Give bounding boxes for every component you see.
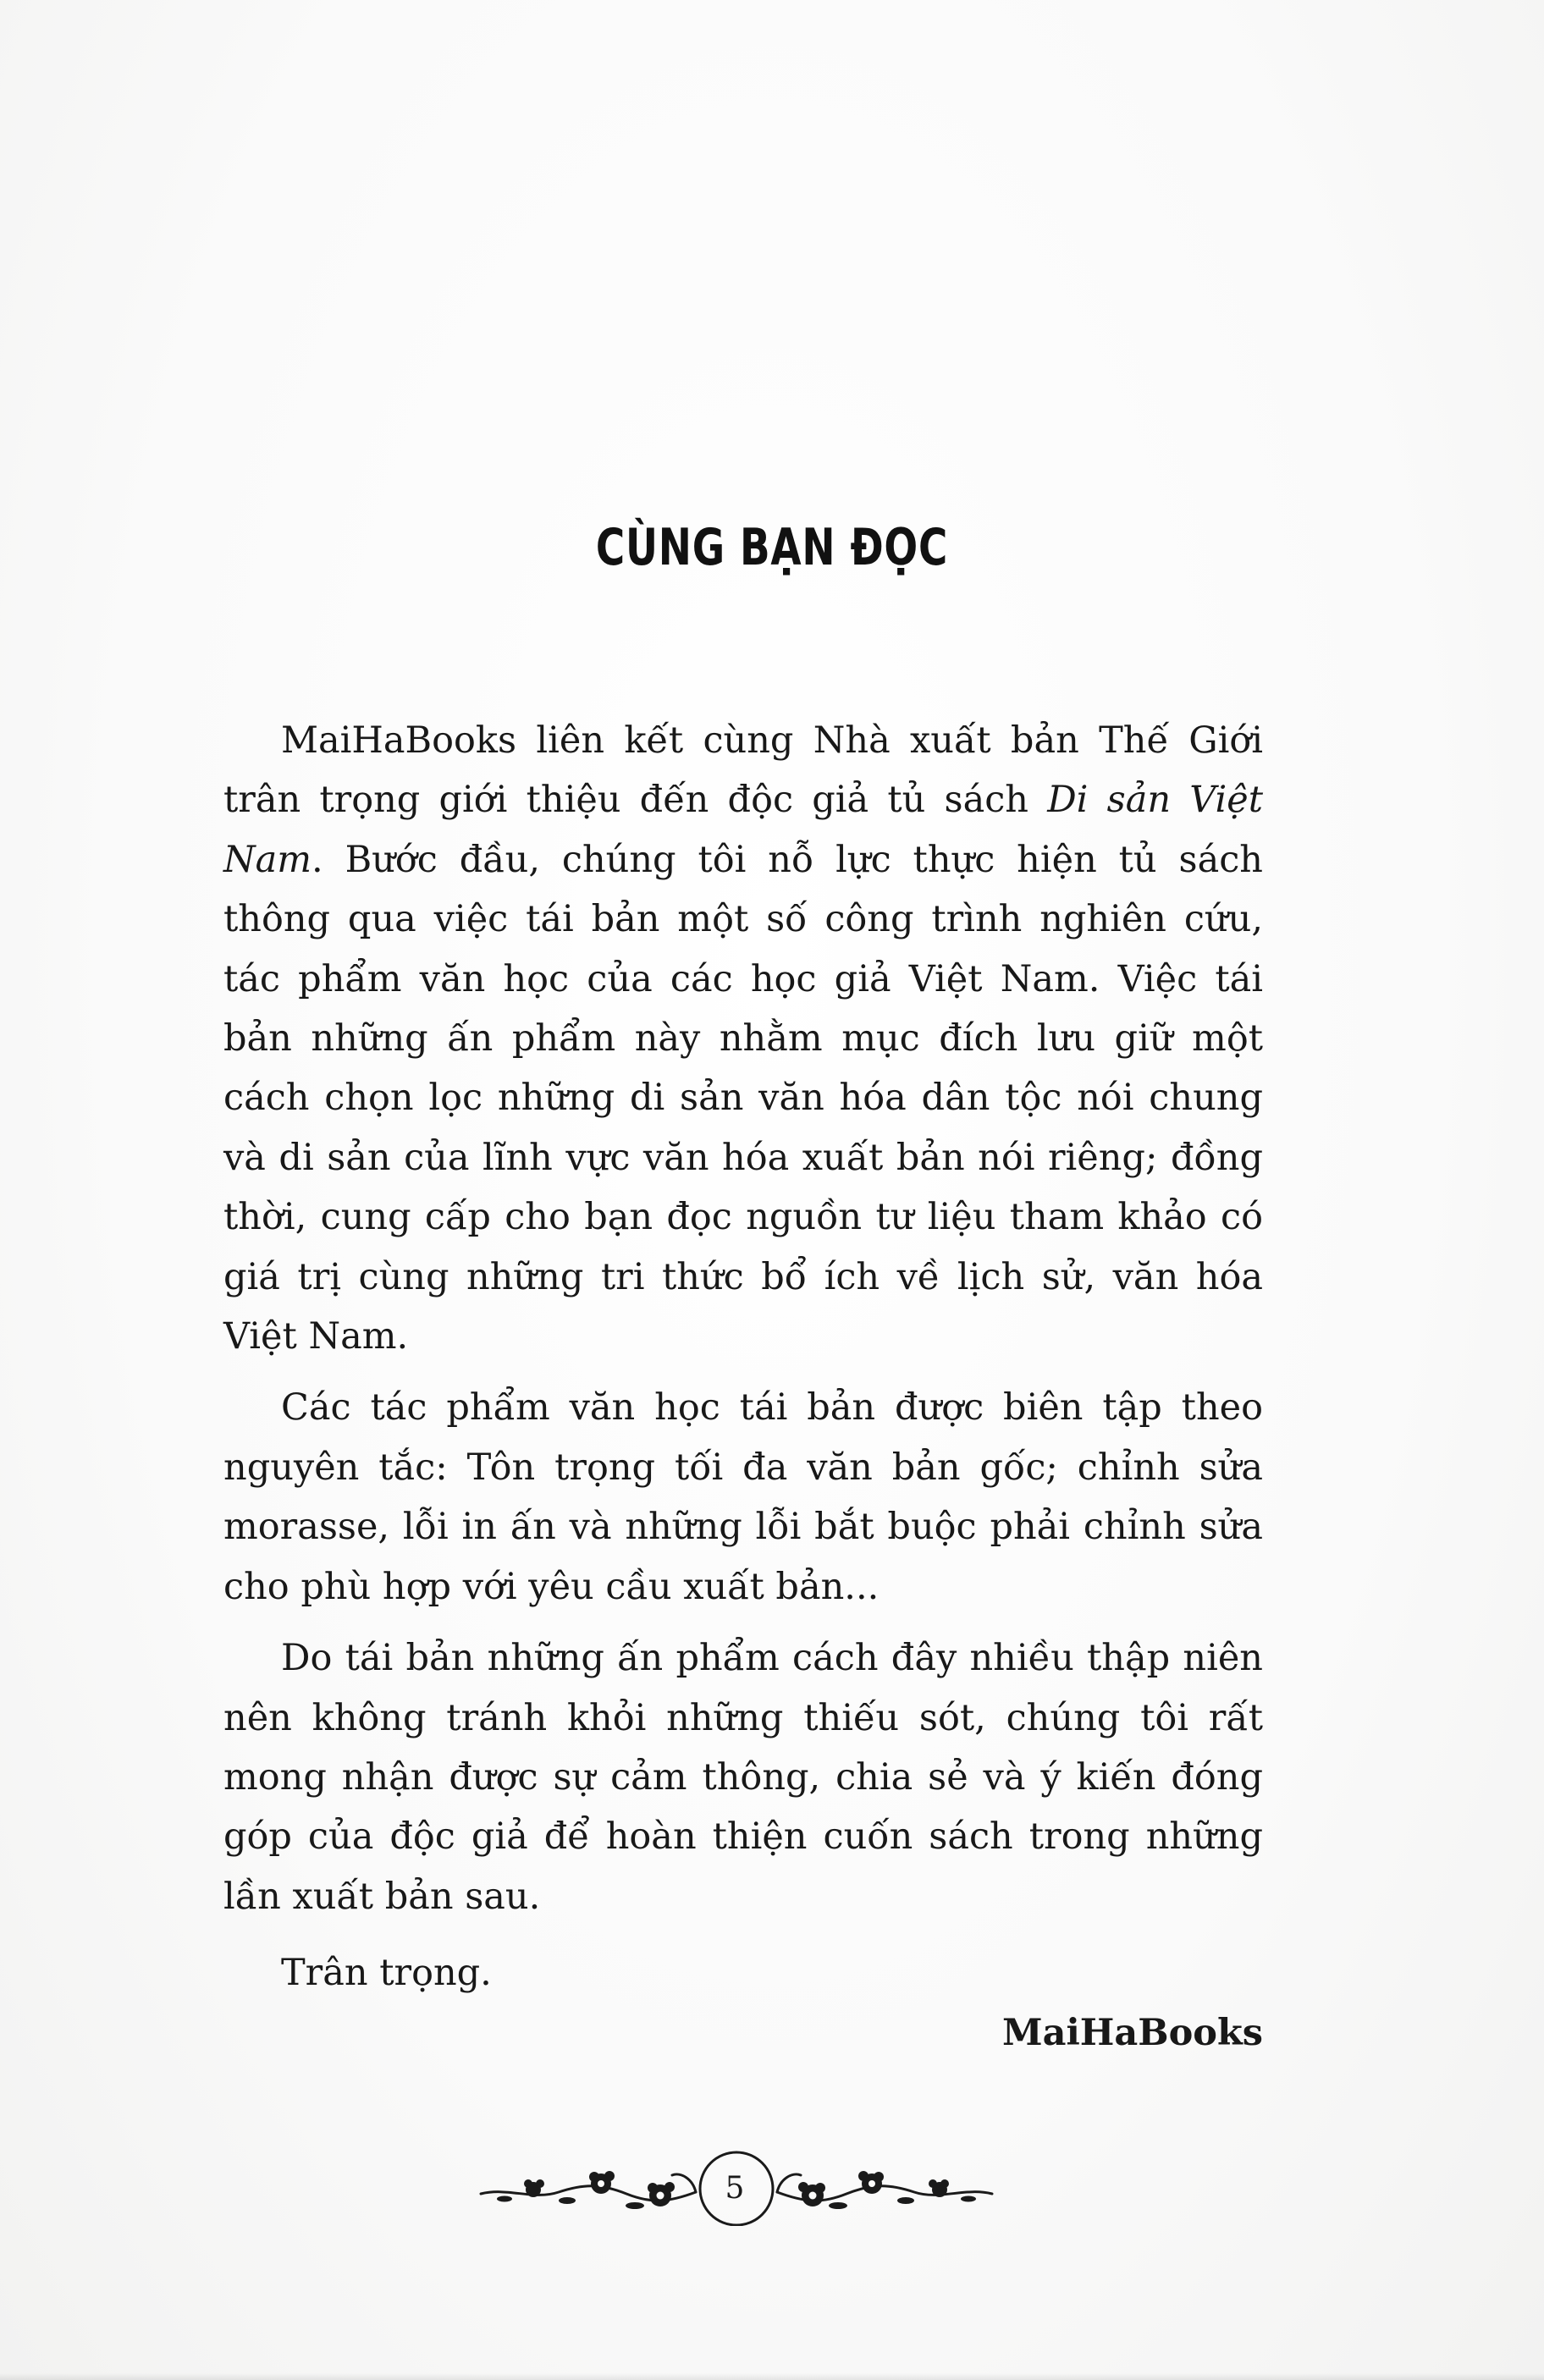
closing-line: Trân trọng. <box>281 1952 492 1995</box>
paragraph-apology: Do tái bản những ấn phẩm cách đây nhiều thập niên nên không tránh khỏi những thiếu sót, chúng tôi rất mong nhận được sự cảm thông, chia sẻ và ý kiến đóng góp của độc giả để hoàn thiện cuốn sách trong những lần xuất bản sau. <box>223 1637 1263 1918</box>
paragraph-intro-part-2: . Bước đầu, chúng tôi nỗ lực thực hiện tủ sách thông qua việc tái bản một số công trình nghiên cứu, tác phẩm văn học của các học giả Việt Nam. Việc tái bản những ấn phẩm này nhằm mục đích lưu giữ một cách chọn lọc những di sản văn hóa dân tộc nói chung và di sản của lĩnh vực văn hóa xuất bản nói riêng; đồng thời, cung cấp cho bạn đọc nguồn tư liệu tham khảo có giá trị cùng những tri thức bổ ích về lịch sử, văn hóa Việt Nam. <box>223 838 1263 1358</box>
paragraph-intro <box>223 711 1263 1366</box>
series-name: Di sản Việt Nam <box>223 779 1263 881</box>
paragraph-principles: Các tác phẩm văn học tái bản được biên tập theo nguyên tắc: Tôn trọng tối đa văn bản gốc; chỉnh sửa morasse, lỗi in ấn và những lỗi bắt buộc phải chỉnh sửa cho phù hợp với yêu cầu xuất bản... <box>223 1386 1263 1608</box>
signature: MaiHaBooks <box>1002 2011 1263 2054</box>
paragraph-intro-part-1: MaiHaBooks liên kết cùng Nhà xuất bản Thế Giới trân trọng giới thiệu đến độc giả tủ sách <box>223 719 1263 822</box>
page-number: 5 <box>725 2171 745 2206</box>
body-text <box>223 711 1263 2063</box>
page-title: CÙNG BẠN ĐỌC <box>595 518 949 577</box>
page-edge-shadow <box>0 2373 1544 2380</box>
